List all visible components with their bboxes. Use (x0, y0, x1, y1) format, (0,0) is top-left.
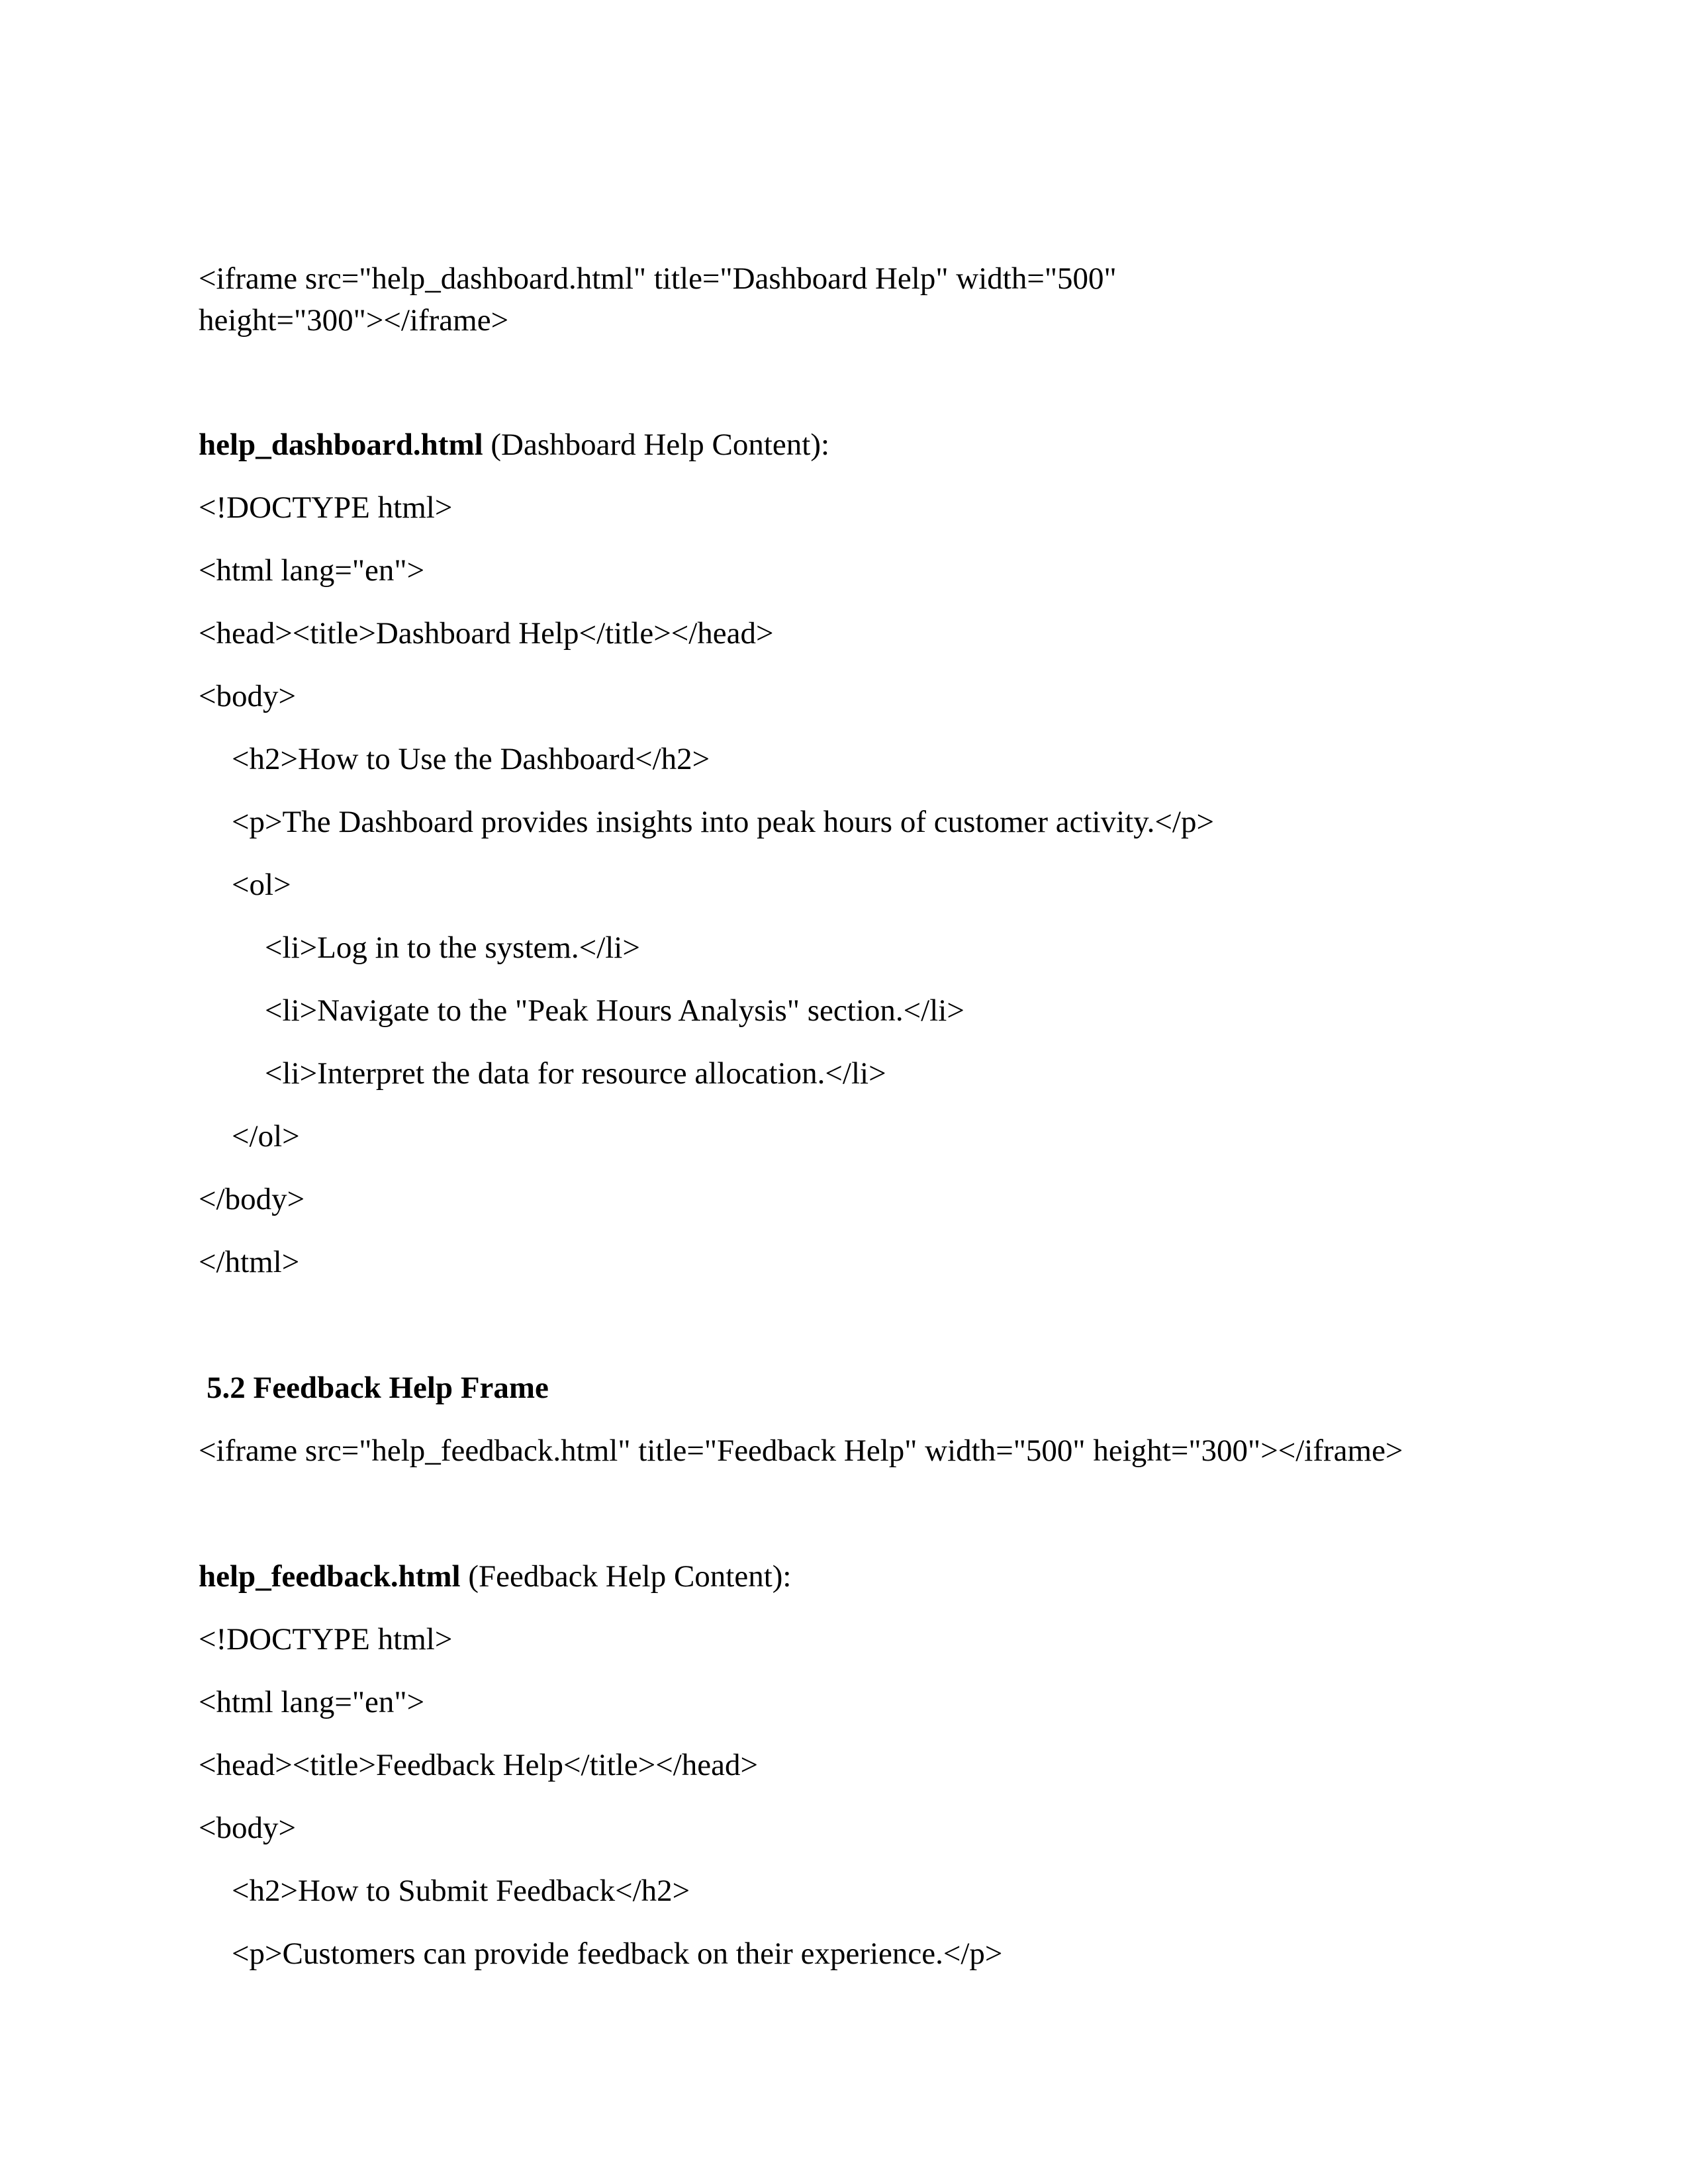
dashboard-ol-open-line: <ol> (232, 868, 291, 902)
feedback-paragraph-line: <p>Customers can provide feedback on their experience.</p> (232, 1936, 1003, 1971)
feedback-head-line: <head><title>Feedback Help</title></head> (199, 1748, 758, 1782)
dashboard-head-line: <head><title>Dashboard Help</title></head> (199, 616, 774, 651)
feedback-h2-line: <h2>How to Submit Feedback</h2> (232, 1874, 690, 1908)
dashboard-body-open-line: <body> (199, 679, 297, 713)
feedback-html-open-line: <html lang="en"> (199, 1685, 425, 1719)
feedback-file-name: help_feedback.html (199, 1559, 461, 1594)
dashboard-paragraph-line: <p>The Dashboard provides insights into peak hours of customer activity.</p> (232, 805, 1214, 839)
iframe-feedback-code-line: <iframe src="help_feedback.html" title="Feedback Help" width="500" height="300"></iframe> (199, 1433, 1403, 1468)
dashboard-file-caption (199, 426, 829, 464)
iframe-dashboard-code-line-1: <iframe src="help_dashboard.html" title="Dashboard Help" width="500" (199, 261, 1117, 296)
dashboard-doctype-line: <!DOCTYPE html> (199, 490, 453, 525)
feedback-file-description: (Feedback Help Content): (460, 1559, 792, 1594)
dashboard-html-close-line: </html> (199, 1245, 300, 1279)
iframe-dashboard-code-line-2: height="300"></iframe> (199, 303, 509, 338)
dashboard-li-3-line: <li>Interpret the data for resource allocation.</li> (265, 1056, 886, 1091)
feedback-body-open-line: <body> (199, 1811, 297, 1845)
dashboard-li-1-line: <li>Log in to the system.</li> (265, 931, 640, 965)
dashboard-file-name: help_dashboard.html (199, 428, 483, 462)
dashboard-h2-line: <h2>How to Use the Dashboard</h2> (232, 742, 710, 776)
dashboard-li-2-line: <li>Navigate to the "Peak Hours Analysis" section.</li> (265, 993, 964, 1028)
section-heading: 5.2 Feedback Help Frame (207, 1371, 549, 1405)
dashboard-html-open-line: <html lang="en"> (199, 553, 425, 588)
dashboard-ol-close-line: </ol> (232, 1119, 300, 1154)
dashboard-file-description: (Dashboard Help Content): (483, 428, 830, 462)
feedback-doctype-line: <!DOCTYPE html> (199, 1622, 453, 1657)
dashboard-body-close-line: </body> (199, 1182, 305, 1216)
feedback-file-caption (199, 1557, 792, 1596)
